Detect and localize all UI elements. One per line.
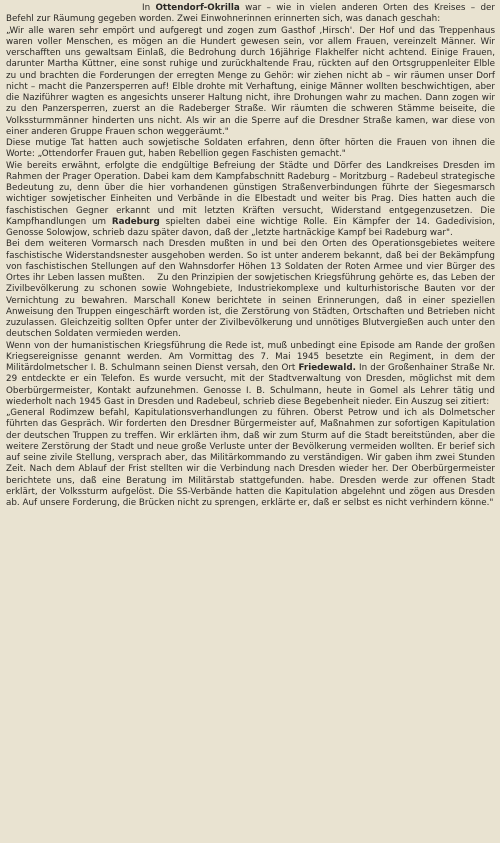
text-span: Bei dem weiteren Vormarsch nach Dresden mußten in und bei den Orten des Operationsgebietes weitere faschistische Widerstandsnester ausgehoben werden. So ist unter anderem bekannt, daß bei der Bekämpfung von faschistischen Stellungen auf den Wahnsdorfer Höhen 13 Soldaten der Roten Armee und vier Bürger des Ortes ihr Leben lassen mußten. Zu den Prinzipien der sowjetischen Kriegsführung gehörte es, das Leben der Zivilbevölkerung zu schonen sowie Wohngebiete, Industriekomplexe und kulturhistorische Bauten vor der Vernichtung zu bewahren. Marschall Konew berichtete in seinen Erinnerungen, daß in einer speziellen Anweisung den Truppen eingeschärft worden ist, die Zerstörung von Städten, Ortschaften und Betrieben nicht zuzulassen. Gleichzeitig sollten Opfer unter der Zivilbevölkerung und unnötiges Blutvergießen auch unter den deutschen Soldaten vermieden werden. [6, 239, 498, 340]
place-name-radeburg: Radeburg [111, 216, 160, 227]
text-span: war – wie in vielen anderen Orten des Kreises – der Befehl zur Räumung gegeben worden. Zwei Einwohnerinnen erinnerten sich, was danach geschah: [6, 3, 495, 25]
paragraph-ottendorf-intro [6, 3, 495, 26]
text-span: In [142, 3, 156, 13]
text-span: „Wir alle waren sehr empört und aufgeregt und zogen zum Gasthof ‚Hirsch'. Der Hof und das Treppenhaus waren voller Menschen, es mögen an die Hundert gewesen sein, vor allem Frauen, vereinzelt Männer. Wir verschafften uns gewaltsam Einlaß, die Bedrohung durch 16jährige Flakhelfer nicht achtend. Einige Frauen, darunter Martha Küttner, eine sonst ruhige und zurückhaltende Frau, rückten auf den Ortsgruppenleiter Elble zu und brachten die Forderungen der erregten Menge zu Gehör: wir ziehen nicht ab – wir räumen unser Dorf nicht – macht die Panzersperren auf! Elble drohte mit Verhaftung, einige Männer wollten beschwichtigen, aber die Naziführer wagten es angesichts unserer Haltung nicht, ihre Drohungen wahr zu machen. Dann zogen wir zu den Panzersperren, zuerst an die Radeberger Straße. Wir räumten die schweren Stämme beiseite, die Volkssturmmänner hinderten uns nicht. Als wir an die Sperre auf die Dresdner Straße kamen, war diese von einer anderen Gruppe Frauen schon weggeräumt." [6, 25, 495, 137]
paragraph-friedewald-episode [6, 341, 495, 409]
text-span: Wenn von der humanistischen Kriegsführung die Rede ist, muß unbedingt eine Episode am Rande der großen Kriegsereignisse genannt werden. Am Vormittag des 7. Mai 1945 besetzte ein Regiment, in dem der Militärdolmetscher I. B. Schulmann seinen Dienst versah, den Ort [6, 340, 495, 373]
text-span: „General Rodimzew befahl, Kapitulationsverhandlungen zu führen. Oberst Petrow und ich als Dolmetscher führten das Gespräch. Wir forderten den Dresdner Bürgermeister auf, Maßnahmen zur sofortigen Kapitulation der deutschen Truppen zu treffen. Wir erklärten ihm, daß wir zum Sturm auf die Stadt bereitstünden, aber die weitere Zerstörung der Stadt und neue große Verluste unter der Bevölkerung vermeiden wollten. Er berief sich auf seine zivile Stellung, versprach aber, das Militärkommando zu verständigen. Wir gaben ihm zwei Stunden Zeit. Nach dem Ablauf der Frist stellten wir die Verbindung nach Dresden wieder her. Der Oberbürgermeister berichtete uns, daß eine Beratung im Militärstab stattgefunden. habe. Dresden werde zur offenen Stadt erklärt, der Volkssturm aufgelöst. Die SS-Verbände hatten die Kapitulation abgelehnt und zögen aus Dresden ab. Auf unsere Forderung, die Brücken nicht zu sprengen, erklärte er, daß er selbst es nicht verhindern könne." [6, 408, 495, 508]
place-name-friedewald: Friedewald. [298, 363, 356, 373]
place-name-ottendorf-okrilla: Ottendorf-Okrilla [155, 3, 240, 13]
paragraph-advance-dresden [6, 239, 498, 340]
paragraph-witness-quote [6, 26, 495, 139]
text-span: Diese mutige Tat hatten auch sowjetische Soldaten erfahren, denn öfter hörten die Frauen von ihnen die Worte: „Ottendorfer Frauen gut, haben Rebellion gegen Faschisten gemacht." [6, 138, 495, 160]
paragraph-soviet-soldiers [6, 138, 495, 161]
paragraph-prague-operation [6, 161, 495, 240]
text-span: In der Großenhainer Straße Nr. 29 entdeckte er ein Telefon. Es wurde versucht, mit der Stadtverwaltung von Dresden, möglichst mit dem Oberbürgermeister, Kontakt aufzunehmen. Genosse I. B. Schulmann, heute in Gomel als Lehrer tätig und wiederholt nach 1945 Gast in Dresden und Radebeul, schrieb diese Begebenheit nieder. Ein Auszug sei zitiert: [6, 363, 496, 407]
paragraph-rodimzew-quote [6, 408, 495, 509]
text-span: Wie bereits erwähnt, erfolgte die endgültige Befreiung der Städte und Dörfer des Landkreises Dresden im Rahmen der Prager Operation. Dabei kam dem Kampfabschnitt Radeburg – Moritzburg – Radebeul strategische Bedeutung zu, denn über die hier vorhandenen günstigen Straßenverbindungen führte der Siegesmarsch wichtiger sowjetischer Einheiten und Verbände in die Elbestadt und weiter bis Prag. Dies hatten auch die faschistischen Gegner erkannt und mit letzten Kräften versucht, Widerstand entgegenzusetzen. Die Kampfhandlungen um [6, 160, 495, 227]
text-span: spielten dabei eine wichtige Rolle. Ein Kämpfer der 14. Gadedivision, Genosse Solowjow, schrieb dazu später davon, daß der „letzte hartnäckige Kampf bei Radeburg war". [6, 216, 495, 238]
